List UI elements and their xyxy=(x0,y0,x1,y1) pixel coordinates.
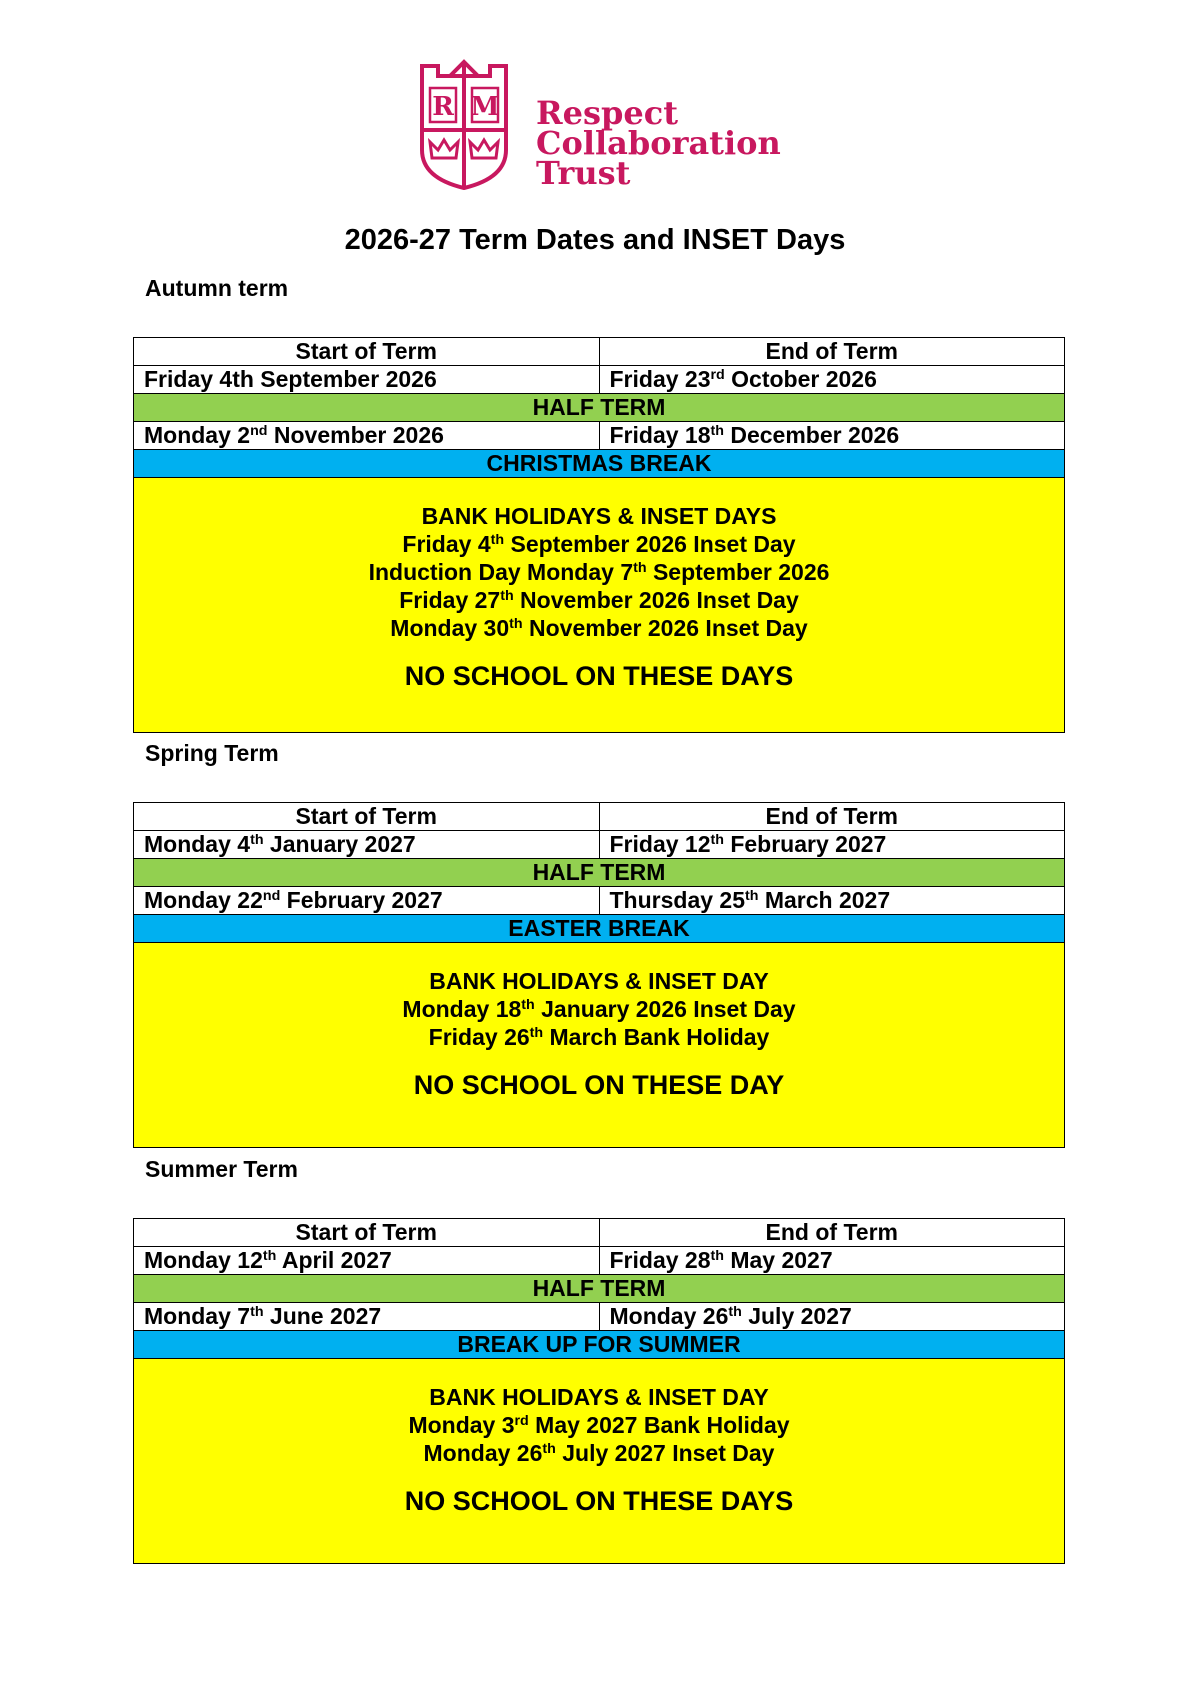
half-term-start-date xyxy=(599,831,1065,859)
inset-day-text: Monday 18 xyxy=(402,996,522,1022)
return-date xyxy=(134,887,600,915)
info-row xyxy=(134,478,1065,733)
inset-days-box xyxy=(134,943,1065,1148)
start-date-text: Monday 7 xyxy=(144,1303,251,1329)
no-school-notice: NO SCHOOL ON THESE DAY xyxy=(413,1070,785,1100)
inset-days-title: BANK HOLIDAYS & INSET DAY xyxy=(429,1384,769,1410)
break-row xyxy=(134,1331,1065,1359)
inset-day-text: Monday 3 xyxy=(408,1412,515,1438)
inset-day-item xyxy=(402,995,795,1023)
inset-days-content xyxy=(134,1359,1064,1517)
inset-day-ordinal: th xyxy=(490,532,505,549)
inset-day-item xyxy=(390,614,807,642)
end-date-text: Friday 28 xyxy=(609,1247,711,1273)
inset-day-item xyxy=(429,1023,770,1051)
term-start-date xyxy=(134,831,600,859)
return-date xyxy=(134,422,600,450)
end-date-text-rest: July 2027 xyxy=(741,1303,852,1329)
end-date-text-rest: May 2027 xyxy=(723,1247,833,1273)
start-date-text: Friday 4th September 2026 xyxy=(144,366,437,392)
term-end-date xyxy=(599,887,1065,915)
inset-day-text: Friday 4 xyxy=(402,531,491,557)
inset-day-text-rest: November 2026 Inset Day xyxy=(522,615,808,641)
info-row xyxy=(134,1359,1065,1564)
start-date-text-rest: April 2027 xyxy=(276,1247,392,1273)
break-band: EASTER BREAK xyxy=(134,915,1065,943)
inset-day-text-rest: January 2026 Inset Day xyxy=(534,996,796,1022)
half-term-band: HALF TERM xyxy=(134,859,1065,887)
date-row xyxy=(134,366,1065,394)
half-term-row xyxy=(134,859,1065,887)
inset-day-ordinal: th xyxy=(542,1441,556,1458)
start-date-ordinal: th xyxy=(262,1248,277,1265)
start-date-ordinal: nd xyxy=(262,888,281,905)
logo-line-3: Trust xyxy=(536,154,631,192)
end-date-ordinal: th xyxy=(710,423,724,440)
end-date-text: Thursday 25 xyxy=(609,887,745,913)
inset-day-item xyxy=(402,530,795,558)
inset-day-text-rest: May 2027 Bank Holiday xyxy=(528,1412,790,1438)
start-date-text-rest: June 2027 xyxy=(263,1303,382,1329)
header-row xyxy=(134,338,1065,366)
inset-days-box xyxy=(134,1359,1065,1564)
inset-day-ordinal: rd xyxy=(514,1413,529,1430)
crest-icon xyxy=(418,58,510,192)
end-date-text: Friday 12 xyxy=(609,831,711,857)
end-date-text: Friday 18 xyxy=(609,422,711,448)
start-header: Start of Term xyxy=(134,338,600,366)
end-date-text-rest: March 2027 xyxy=(758,887,891,913)
no-school-notice: NO SCHOOL ON THESE DAYS xyxy=(404,661,794,691)
end-date-ordinal: rd xyxy=(710,367,725,384)
half-term-row xyxy=(134,394,1065,422)
date-row xyxy=(134,1303,1065,1331)
end-date-text-rest: October 2026 xyxy=(724,366,877,392)
end-date-text-rest: February 2027 xyxy=(723,831,887,857)
end-header: End of Term xyxy=(599,803,1065,831)
end-date-ordinal: th xyxy=(710,832,724,849)
half-term-band: HALF TERM xyxy=(134,394,1065,422)
end-date-text: Friday 23 xyxy=(609,366,711,392)
return-date xyxy=(134,1303,600,1331)
term-table xyxy=(133,802,1065,1148)
inset-days-title: BANK HOLIDAYS & INSET DAY xyxy=(429,968,769,994)
date-row xyxy=(134,887,1065,915)
start-date-ordinal: th xyxy=(250,1304,264,1321)
inset-day-ordinal: th xyxy=(529,1025,544,1042)
end-header: End of Term xyxy=(599,1219,1065,1247)
break-band: BREAK UP FOR SUMMER xyxy=(134,1331,1065,1359)
end-date-ordinal: th xyxy=(745,888,759,905)
start-date-ordinal: nd xyxy=(250,423,268,440)
date-row xyxy=(134,422,1065,450)
date-row xyxy=(134,831,1065,859)
inset-day-ordinal: th xyxy=(509,616,523,633)
inset-day-ordinal: th xyxy=(500,588,514,605)
break-band: CHRISTMAS BREAK xyxy=(134,450,1065,478)
start-header: Start of Term xyxy=(134,1219,600,1247)
inset-day-text-rest: November 2026 Inset Day xyxy=(513,587,799,613)
inset-days-content xyxy=(134,943,1064,1101)
inset-day-text: Induction Day Monday 7 xyxy=(368,559,634,585)
inset-day-item xyxy=(408,1411,789,1439)
inset-day-text-rest: March Bank Holiday xyxy=(543,1024,770,1050)
logo-line-2: Collaboration xyxy=(536,124,781,162)
start-date-text-rest: November 2026 xyxy=(267,422,444,448)
inset-day-item xyxy=(424,1439,775,1467)
start-date-text: Monday 4 xyxy=(144,831,251,857)
end-date-text-rest: December 2026 xyxy=(723,422,900,448)
start-date-text-rest: February 2027 xyxy=(280,887,443,913)
inset-day-text: Friday 27 xyxy=(399,587,501,613)
inset-day-ordinal: th xyxy=(521,997,535,1014)
inset-day-ordinal: th xyxy=(633,560,647,577)
info-row xyxy=(134,943,1065,1148)
inset-days-title: BANK HOLIDAYS & INSET DAYS xyxy=(421,503,777,529)
inset-days-content xyxy=(134,478,1064,692)
term-table xyxy=(133,337,1065,733)
half-term-band: HALF TERM xyxy=(134,1275,1065,1303)
logo-letter-m: M xyxy=(470,92,500,122)
break-row xyxy=(134,450,1065,478)
inset-day-text: Friday 26 xyxy=(428,1024,530,1050)
page-title: 2026-27 Term Dates and INSET Days xyxy=(344,224,846,256)
date-row xyxy=(134,1247,1065,1275)
logo-letter-r: R xyxy=(432,92,454,122)
inset-day-item xyxy=(369,558,830,586)
end-header: End of Term xyxy=(599,338,1065,366)
logo-wordmark xyxy=(536,94,781,192)
start-date-ordinal: th xyxy=(250,832,264,849)
header-row xyxy=(134,1219,1065,1247)
half-term-start-date xyxy=(599,366,1065,394)
inset-day-text-rest: September 2026 Inset Day xyxy=(504,531,796,557)
inset-day-text-rest: July 2027 Inset Day xyxy=(555,1440,775,1466)
inset-day-text-rest: September 2026 xyxy=(646,559,830,585)
term-table xyxy=(133,1218,1065,1564)
logo-line-1: Respect xyxy=(536,94,678,132)
inset-day-text: Monday 30 xyxy=(390,615,510,641)
trust-logo xyxy=(418,58,781,194)
start-header: Start of Term xyxy=(134,803,600,831)
inset-day-item xyxy=(399,586,799,614)
inset-day-text: Monday 26 xyxy=(423,1440,543,1466)
no-school-notice: NO SCHOOL ON THESE DAYS xyxy=(404,1486,794,1516)
term-heading: Spring Term xyxy=(145,740,279,766)
header-row xyxy=(134,803,1065,831)
end-date-ordinal: th xyxy=(710,1248,724,1265)
start-date-text: Monday 12 xyxy=(144,1247,263,1273)
half-term-row xyxy=(134,1275,1065,1303)
half-term-start-date xyxy=(599,1247,1065,1275)
term-end-date xyxy=(599,422,1065,450)
end-date-ordinal: th xyxy=(728,1304,742,1321)
term-start-date xyxy=(134,366,600,394)
inset-days-box xyxy=(134,478,1065,733)
term-start-date xyxy=(134,1247,600,1275)
start-date-text: Monday 2 xyxy=(144,422,251,448)
term-heading: Autumn term xyxy=(145,275,289,301)
start-date-text: Monday 22 xyxy=(144,887,263,913)
break-row xyxy=(134,915,1065,943)
end-date-text: Monday 26 xyxy=(609,1303,729,1329)
term-heading: Summer Term xyxy=(145,1156,298,1182)
start-date-text-rest: January 2027 xyxy=(263,831,416,857)
term-end-date xyxy=(599,1303,1065,1331)
